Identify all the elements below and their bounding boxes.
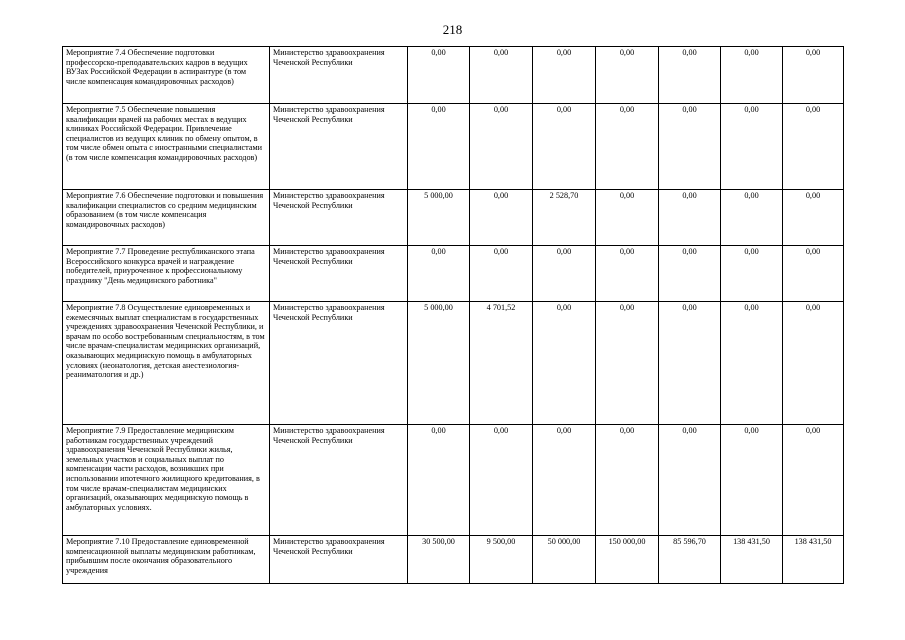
event-description: Мероприятие 7.10 Предоставление единовременной компенсационной выплаты медицинским работникам, прибывшим после окончания образовательного учреждения: [63, 536, 270, 584]
funding-value: 0,00: [721, 246, 783, 302]
funding-value: 50 000,00: [533, 536, 596, 584]
funding-value: 0,00: [533, 104, 596, 190]
funding-value: 0,00: [470, 246, 533, 302]
event-description: Мероприятие 7.6 Обеспечение подготовки и повышения квалификации специалистов со средним медицинским образованием (в том числе компенсация командировочных расходов): [63, 190, 270, 246]
funding-value: 0,00: [721, 190, 783, 246]
event-description: Мероприятие 7.9 Предоставление медицинским работникам государственных учреждений здравоохранения Чеченской Республики жилья, земельных участков и социальных выплат по компенсации части расходов, возникших при использовании ипотечного жилищного кредитования, в том числе врачам-специалистам медицинских организаций, оказывающих медицинскую помощь в амбулаторных условиях.: [63, 425, 270, 536]
funding-value: 9 500,00: [470, 536, 533, 584]
executor: Министерство здравоохранения Чеченской Республики: [270, 246, 408, 302]
funding-value: 0,00: [659, 302, 721, 425]
funding-value: 0,00: [721, 47, 783, 104]
funding-value: 0,00: [470, 425, 533, 536]
funding-value: 0,00: [596, 302, 659, 425]
event-description: Мероприятие 7.8 Осуществление единовременных и ежемесячных выплат специалистам в государственных учреждениях здравоохранения Чеченской Республики, и врачам по особо востребованным специальностям, в том числе врачам-специалистам медицинских организаций, оказывающих медицинскую помощь в амбулаторных условиях (неонатология, детская анестезиология-реаниматология и др.): [63, 302, 270, 425]
funding-value: 0,00: [596, 47, 659, 104]
page-number: 218: [442, 22, 463, 37]
event-description: Мероприятие 7.7 Проведение республиканского этапа Всероссийского конкурса врачей и награждение победителей, приуроченное к профессиональному празднику "День медицинского работника": [63, 246, 270, 302]
funding-value: 0,00: [659, 190, 721, 246]
table-row: [63, 246, 844, 302]
funding-value: 0,00: [659, 246, 721, 302]
funding-value: 5 000,00: [408, 190, 470, 246]
funding-value: 138 431,50: [721, 536, 783, 584]
table-row: [63, 47, 844, 104]
funding-value: 0,00: [408, 246, 470, 302]
table-row: [63, 302, 844, 425]
funding-value: 4 701,52: [470, 302, 533, 425]
funding-value: 0,00: [596, 425, 659, 536]
funding-value: 30 500,00: [408, 536, 470, 584]
funding-value: 0,00: [783, 47, 844, 104]
funding-value: 0,00: [596, 104, 659, 190]
funding-value: 0,00: [470, 47, 533, 104]
executor: Министерство здравоохранения Чеченской Республики: [270, 536, 408, 584]
funding-value: 0,00: [470, 104, 533, 190]
table-row: [63, 190, 844, 246]
funding-value: 0,00: [408, 425, 470, 536]
table-row: [63, 536, 844, 584]
funding-value: 0,00: [783, 246, 844, 302]
funding-value: 0,00: [533, 302, 596, 425]
funding-value: 0,00: [783, 425, 844, 536]
event-description: Мероприятие 7.4 Обеспечение подготовки профессорско-преподавательских кадров в ведущих ВУЗах Российской Федерации в аспирантуре (в том числе компенсация командировочных расходов): [63, 47, 270, 104]
executor: Министерство здравоохранения Чеченской Республики: [270, 104, 408, 190]
funding-value: 2 528,70: [533, 190, 596, 246]
funding-value: 0,00: [533, 425, 596, 536]
funding-value: 0,00: [783, 190, 844, 246]
funding-value: 0,00: [596, 246, 659, 302]
funding-value: 0,00: [533, 47, 596, 104]
funding-value: 150 000,00: [596, 536, 659, 584]
funding-value: 0,00: [659, 425, 721, 536]
funding-value: 0,00: [783, 302, 844, 425]
funding-value: 0,00: [470, 190, 533, 246]
funding-value: 0,00: [533, 246, 596, 302]
executor: Министерство здравоохранения Чеченской Республики: [270, 190, 408, 246]
funding-value: 0,00: [659, 104, 721, 190]
funding-value: 138 431,50: [783, 536, 844, 584]
funding-value: 0,00: [721, 425, 783, 536]
funding-value: 0,00: [783, 104, 844, 190]
funding-value: 0,00: [659, 47, 721, 104]
executor: Министерство здравоохранения Чеченской Республики: [270, 302, 408, 425]
funding-value: 0,00: [721, 104, 783, 190]
budget-table: [62, 46, 844, 584]
event-description: Мероприятие 7.5 Обеспечение повышения квалификации врачей на рабочих местах в ведущих клиниках Российской Федерации. Привлечение специалистов из ведущих клиник по обмену опытом, в том числе обмен опыта с иностранными специалистами (в том числе компенсация командировочных расходов): [63, 104, 270, 190]
funding-value: 0,00: [408, 47, 470, 104]
table-row: [63, 425, 844, 536]
funding-value: 0,00: [596, 190, 659, 246]
executor: Министерство здравоохранения Чеченской Республики: [270, 425, 408, 536]
funding-value: 5 000,00: [408, 302, 470, 425]
funding-value: 85 596,70: [659, 536, 721, 584]
funding-value: 0,00: [408, 104, 470, 190]
funding-value: 0,00: [721, 302, 783, 425]
executor: Министерство здравоохранения Чеченской Республики: [270, 47, 408, 104]
table-row: [63, 104, 844, 190]
